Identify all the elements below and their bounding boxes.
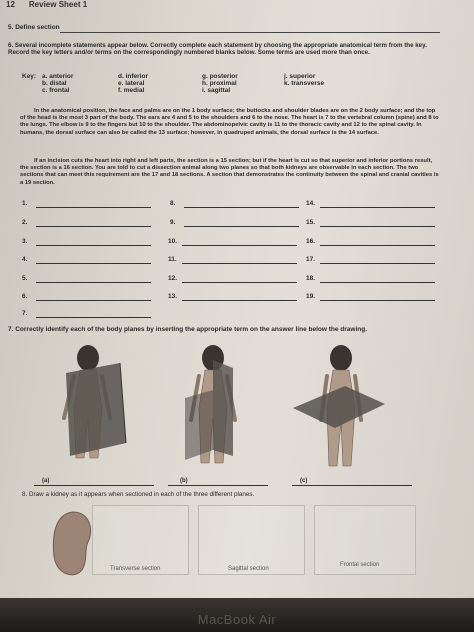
key-term: g. posterior: [202, 73, 238, 80]
answer-blank-12[interactable]: 12.: [168, 275, 177, 282]
answer-blank-7[interactable]: 7.: [22, 310, 27, 317]
answer-blank-3[interactable]: 3.: [22, 238, 27, 245]
answer-blank-6[interactable]: 6.: [22, 293, 27, 300]
plane-label-c: (c): [300, 478, 308, 484]
plane-label-a: (a): [42, 478, 50, 484]
answer-blank-15[interactable]: 15.: [306, 219, 315, 226]
figure-frontal-plane: [50, 338, 160, 478]
answer-blank-1[interactable]: 1.: [22, 200, 27, 207]
key-term: d. inferior: [118, 73, 148, 80]
plane-label-b: (b): [180, 478, 188, 484]
frontal-section-label: Frontal section: [340, 562, 380, 568]
key-term: j. superior: [284, 73, 316, 80]
term-key: [22, 73, 325, 94]
sagittal-section-label: Sagittal section: [228, 566, 269, 572]
answer-blank-8[interactable]: 8.: [170, 200, 175, 207]
key-label: Key:: [22, 73, 37, 80]
statement-paragraph-1: In the anatomical position, the face and palms are on the 1 body surface; the buttocks and shoulder blades are on the 2 body surface; and the top of the head is the most 3 part of the body. The ears are 4 and 5 to the shoulders and 6 to the nose. The heart is 7 to the vertebral column (spine) and 8 to the lungs. The elbow is 9 to the fingers but 10 to the shoulder. The abdominopelvic cavity is 11 to the thoracic cavity and 12 to the spinal cavity. In humans, the dorsal surface can also be called the 13 surface; however, in quadruped animals, the dorsal surface is the 14 surface.: [20, 108, 439, 136]
answer-blank-4[interactable]: 4.: [22, 256, 27, 263]
question-5-answer-line[interactable]: [60, 32, 440, 33]
answer-blank-17[interactable]: 17.: [306, 256, 315, 263]
figure-transverse-plane: [285, 338, 395, 478]
key-column-3: [202, 73, 262, 94]
answer-blank-5[interactable]: 5.: [22, 275, 27, 282]
statement-paragraph-2: If an incision cuts the heart into right and left parts, the section is a 15 section; but if the heart is cut so that superior and inferior portions result, the section is a 16 section. You are told to cut a dissection animal along two planes so that both kidneys are observable in each section. The two sections that can meet this requirement are the 17 and 18 sections. A section that demonstrates the continuity between the spinal and cranial cavities is a 19 section.: [20, 158, 439, 186]
answer-blank-18[interactable]: 18.: [306, 275, 315, 282]
key-term: k. transverse: [284, 80, 325, 87]
question-8: 8. Draw a kidney as it appears when sectioned in each of the three different planes.: [22, 491, 255, 498]
laptop-brand: MacBook Air: [197, 612, 277, 627]
answer-blank-2[interactable]: 2.: [22, 219, 27, 226]
plane-a-answer-line[interactable]: [34, 485, 154, 486]
transverse-section-label: Transverse section: [110, 566, 161, 572]
key-term: b. distal: [42, 80, 67, 87]
key-term: e. lateral: [118, 80, 145, 87]
question-7: 7. Correctly identify each of the body planes by inserting the appropriate term on the answer line below the drawing.: [8, 326, 368, 333]
sheet-header: [6, 0, 87, 9]
answer-blank-16[interactable]: 16.: [306, 238, 315, 245]
page-number: 12: [6, 0, 15, 9]
plane-b-answer-line[interactable]: [168, 485, 268, 486]
answer-blank-9[interactable]: 9.: [170, 219, 175, 226]
key-term: i. sagittal: [202, 87, 231, 94]
question-5: 5. Define section: [8, 24, 60, 31]
answer-blank-13[interactable]: 13.: [168, 293, 177, 300]
key-term: f. medial: [118, 87, 145, 94]
key-term: c. frontal: [42, 87, 70, 94]
answer-blank-19[interactable]: 19.: [306, 293, 315, 300]
key-column-1: [42, 73, 102, 94]
transverse-section-box[interactable]: [92, 505, 189, 575]
kidney-drawing: [48, 508, 98, 578]
key-term: h. proximal: [202, 80, 237, 87]
key-column-4: [284, 73, 344, 87]
answer-blank-14[interactable]: 14.: [306, 200, 315, 207]
question-6-instructions: 6. Several incomplete statements appear below. Correctly complete each statement by choosing the appropriate anatomical term from the key. Record the key letters and/or terms on the correspondingly numbered blanks below. Some terms are used more than once.: [8, 42, 427, 57]
key-column-2: [118, 73, 178, 94]
plane-c-answer-line[interactable]: [292, 485, 412, 486]
figure-sagittal-plane: [175, 338, 265, 478]
answer-blank-10[interactable]: 10.: [168, 238, 177, 245]
key-term: a. anterior: [42, 73, 74, 80]
sheet-title: Review Sheet 1: [28, 0, 88, 9]
answer-blank-11[interactable]: 11.: [168, 256, 177, 263]
sagittal-section-box[interactable]: [198, 505, 305, 575]
